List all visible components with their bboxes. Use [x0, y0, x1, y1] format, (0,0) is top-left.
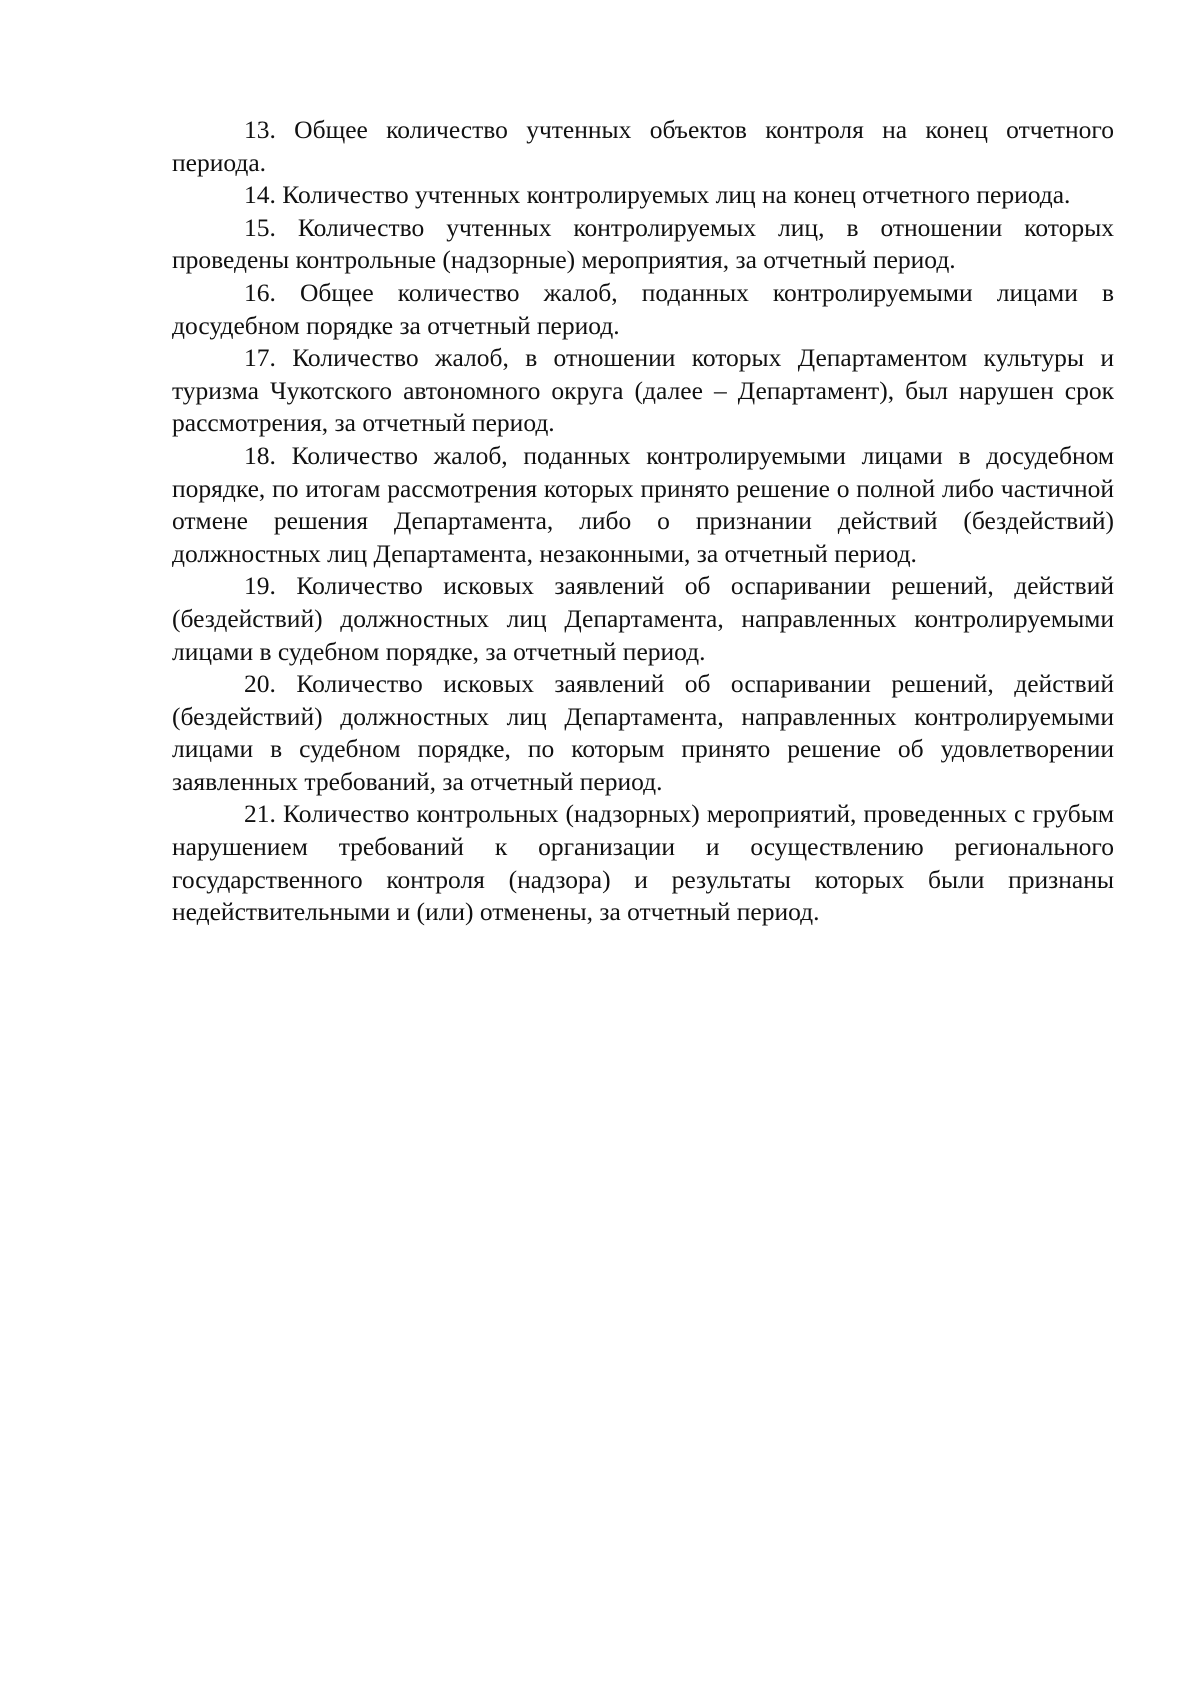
paragraph-15: 15. Количество учтенных контролируемых лиц, в отношении которых проведены контрольные (надзорные) мероприятия, за отчетный период.	[172, 212, 1114, 275]
paragraph-17: 17. Количество жалоб, в отношении которых Департаментом культуры и туризма Чукотского автономного округа (далее – Департамент), был нарушен срок рассмотрения, за отчетный период.	[172, 343, 1114, 438]
paragraph-16: 16. Общее количество жалоб, поданных контролируемыми лицами в досудебном порядке за отчетный период.	[172, 277, 1114, 340]
paragraph-21: 21. Количество контрольных (надзорных) мероприятий, проведенных с грубым нарушением требований к организации и осуществлению регионального государственного контроля (надзора) и результаты которых были признаны недействительными и (или) отменены, за отчетный период.	[172, 799, 1114, 927]
paragraph-19: 19. Количество исковых заявлений об оспаривании решений, действий (бездействий) должностных лиц Департамента, направленных контролируемыми лицами в судебном порядке, за отчетный период.	[172, 571, 1114, 666]
paragraph-13: 13. Общее количество учтенных объектов контроля на конец отчетного периода.	[172, 115, 1114, 177]
paragraph-20: 20. Количество исковых заявлений об оспаривании решений, действий (бездействий) должностных лиц Департамента, направленных контролируемыми лицами в судебном порядке, по которым принято решение об удовлетворении заявленных требований, за отчетный период.	[172, 669, 1114, 796]
paragraph-14: 14. Количество учтенных контролируемых лиц на конец отчетного периода.	[244, 180, 1071, 210]
paragraph-18: 18. Количество жалоб, поданных контролируемыми лицами в досудебном порядке, по итогам рассмотрения которых принято решение о полной либо частичной отмене решения Департамента, либо о признании действий (бездействий) должностных лиц Департамента, незаконными, за отчетный период.	[172, 440, 1114, 568]
document-body	[172, 114, 1114, 929]
